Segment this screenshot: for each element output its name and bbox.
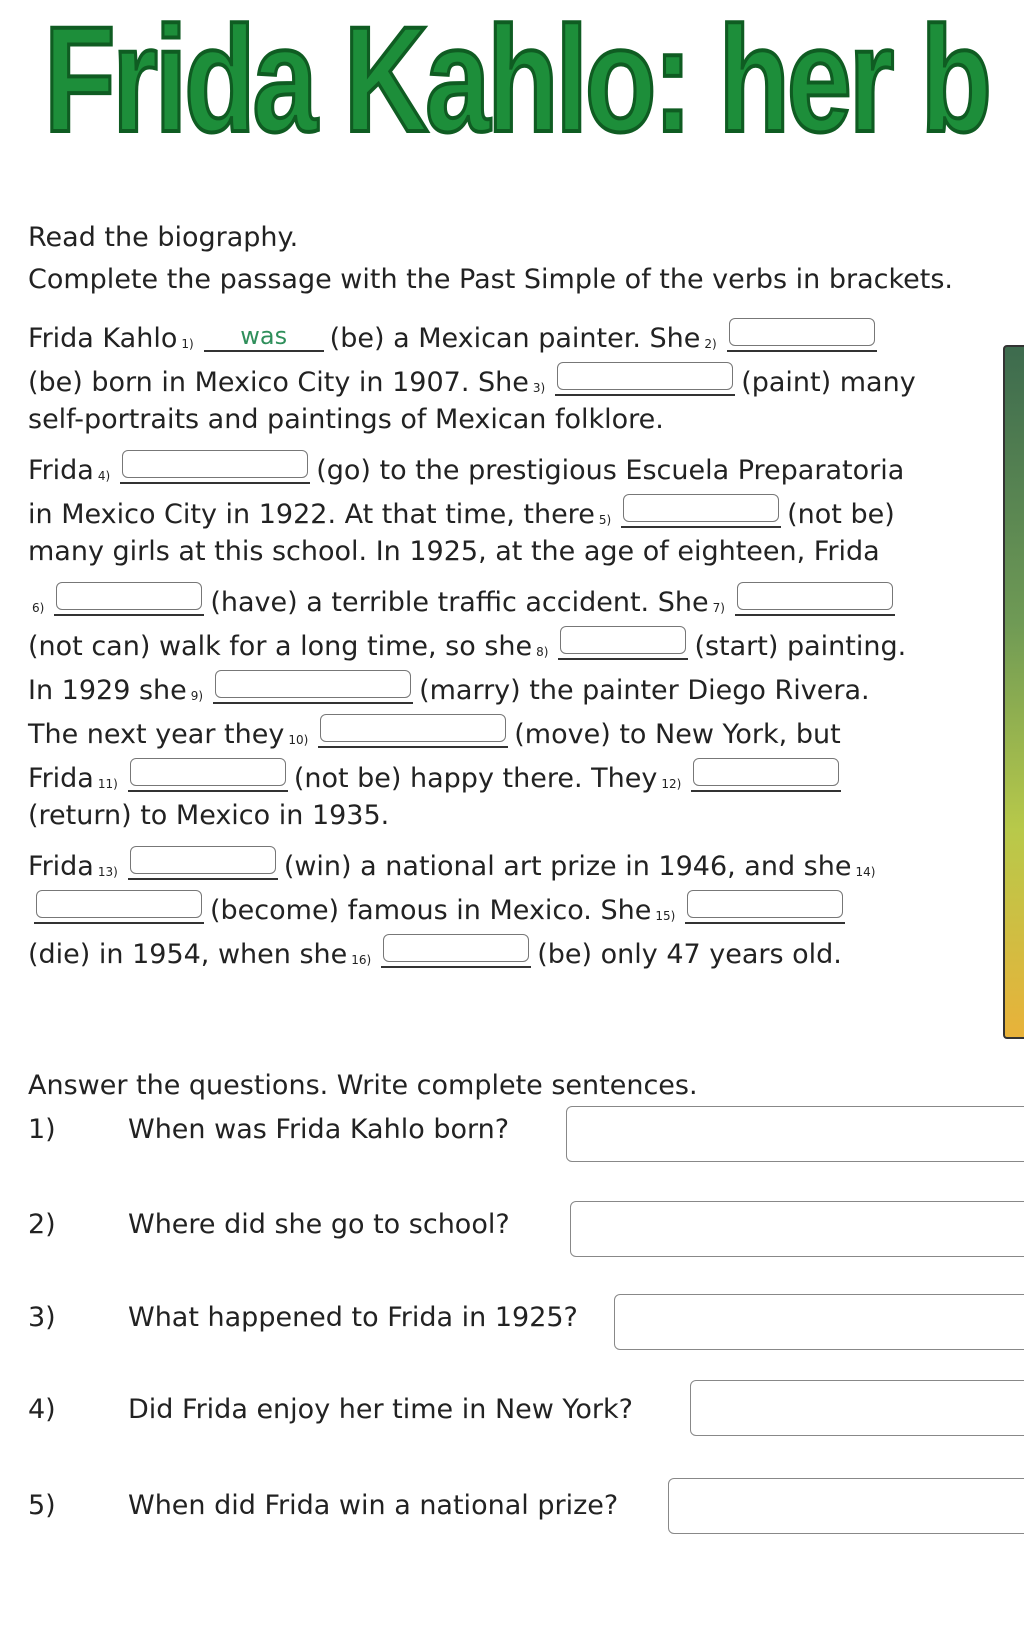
gap-14-input[interactable] [34,890,204,924]
question-1: 1) When was Frida Kahlo born? [28,1114,510,1145]
gap-1-answer: was [204,318,324,352]
passage-line-9: In 1929 she 9) (marry) the painter Diego Rivera. [28,670,870,704]
gap-11-input[interactable] [128,758,288,792]
question-2: 2) Where did she go to school? [28,1209,510,1240]
passage-line-12: (return) to Mexico in 1935. [28,800,390,831]
passage-line-2: (be) born in Mexico City in 1907. She 3) (paint) many [28,362,916,396]
gap-8-input[interactable] [558,626,688,660]
gap-4-input[interactable] [120,450,310,484]
gap-number: 4) [97,469,111,483]
gap-7-input[interactable] [735,582,895,616]
passage-line-6: many girls at this school. In 1925, at the age of eighteen, Frida [28,536,880,567]
gap-2-input[interactable] [727,318,877,352]
gap-16-input[interactable] [381,934,531,968]
gap-12-input[interactable] [691,758,841,792]
gap-number: 6) [32,601,45,615]
gap-number: 5) [598,513,612,527]
passage-line-11: Frida 11) (not be) happy there. They 12) [28,758,847,792]
gap-number: 7) [712,601,725,615]
question-5: 5) When did Frida win a national prize? [28,1490,619,1521]
gap-number: 16) [351,953,372,967]
gap-number: 14) [855,865,876,879]
passage-line-10: The next year they 10) (move) to New York, but [28,714,841,748]
answer-4-input[interactable] [690,1380,1024,1436]
decorative-side-image [1003,345,1024,1039]
answer-1-input[interactable] [566,1106,1024,1162]
gap-6-input[interactable] [54,582,204,616]
gap-number: 3) [532,381,546,395]
gap-number: 2) [704,337,717,351]
gap-number: 1) [181,337,194,351]
question-4: 4) Did Frida enjoy her time in New York? [28,1394,633,1425]
gap-3-input[interactable] [555,362,735,396]
gap-number: 11) [97,777,118,791]
passage-line-4: Frida 4) (go) to the prestigious Escuela Preparatoria [28,450,904,484]
passage-line-15: (die) in 1954, when she 16) (be) only 47 years old. [28,934,842,968]
gap-number: 8) [536,645,549,659]
instruction-read: Read the biography. [28,222,299,253]
passage-line-14: (become) famous in Mexico. She 15) [28,890,851,924]
answer-3-input[interactable] [614,1294,1024,1350]
passage-line-13: Frida 13) (win) a national art prize in 1946, and she 14) [28,846,879,880]
passage-line-1: Frida Kahlo 1) was (be) a Mexican painter. She 2) [28,318,883,352]
gap-10-input[interactable] [318,714,508,748]
gap-number: 12) [661,777,682,791]
gap-13-input[interactable] [128,846,278,880]
gap-15-input[interactable] [685,890,845,924]
passage-line-7: 6) (have) a terrible traffic accident. She 7) [28,582,901,616]
passage-line-5: in Mexico City in 1922. At that time, there 5) (not be) [28,494,895,528]
page-title: Frida Kahlo: her b [44,0,989,163]
gap-5-input[interactable] [621,494,781,528]
answer-2-input[interactable] [570,1201,1024,1257]
answer-5-input[interactable] [668,1478,1024,1534]
passage-line-8: (not can) walk for a long time, so she 8) (start) painting. [28,626,906,660]
instruction-complete: Complete the passage with the Past Simple of the verbs in brackets. [28,264,954,295]
passage-line-3: self-portraits and paintings of Mexican folklore. [28,404,664,435]
gap-number: 13) [97,865,118,879]
gap-number: 10) [288,733,309,747]
gap-number: 15) [655,909,676,923]
gap-number: 9) [190,689,204,703]
gap-9-input[interactable] [213,670,413,704]
question-3: 3) What happened to Frida in 1925? [28,1302,578,1333]
questions-heading: Answer the questions. Write complete sentences. [28,1070,698,1101]
